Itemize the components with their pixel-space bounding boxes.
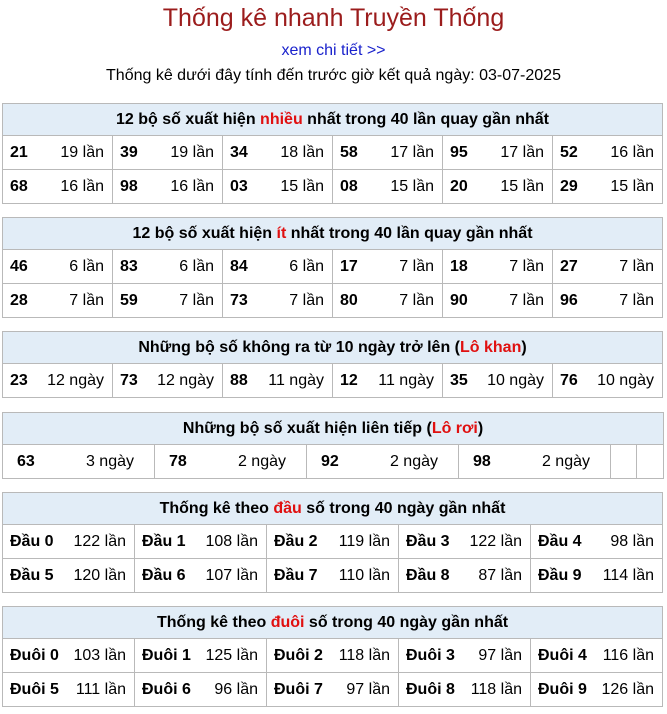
stat-key: 90 — [450, 291, 468, 309]
stat-cell — [399, 559, 531, 593]
stat-cell — [531, 639, 663, 673]
stat-value: 6 lần — [289, 257, 324, 275]
stat-key: 59 — [120, 291, 138, 309]
least-frequent-title: 12 bộ số xuất hiện ít nhất trong 40 lần quay gần nhất — [3, 218, 663, 250]
stat-value: 11 ngày — [378, 371, 434, 389]
stat-value: 7 lần — [69, 291, 104, 309]
stat-value: 98 lần — [610, 532, 654, 550]
stat-key: 52 — [560, 143, 578, 161]
stat-value: 17 lần — [390, 143, 434, 161]
lo-roi-title: Những bộ số xuất hiện liên tiếp (Lô rơi) — [3, 413, 664, 445]
stat-value: 15 lần — [610, 177, 654, 195]
stat-cell — [443, 284, 553, 318]
dau-stats-title: Thống kê theo đầu số trong 40 ngày gần nhất — [3, 493, 663, 525]
stat-value: 111 lần — [75, 680, 126, 698]
stat-cell — [399, 639, 531, 673]
stat-key: Đầu 1 — [142, 532, 186, 550]
stat-value: 7 lần — [179, 291, 214, 309]
table-row — [3, 673, 663, 707]
stat-cell — [113, 250, 223, 284]
stat-value: 15 lần — [280, 177, 324, 195]
stat-cell — [3, 284, 113, 318]
stat-value: 118 lần — [470, 680, 522, 698]
stat-value: 97 lần — [346, 680, 390, 698]
stat-cell — [135, 559, 267, 593]
stat-key: Đuôi 9 — [538, 680, 587, 698]
table-row — [3, 170, 663, 204]
stat-value: 122 lần — [73, 532, 126, 550]
stat-value: 7 lần — [619, 291, 654, 309]
stat-cell — [3, 445, 155, 479]
stat-key: 88 — [230, 371, 248, 389]
lo-khan-title: Những bộ số không ra từ 10 ngày trở lên (Lô khan) — [3, 332, 663, 364]
stat-key: 35 — [450, 371, 468, 389]
stat-cell — [553, 250, 663, 284]
stat-cell — [333, 250, 443, 284]
stat-value: 87 lần — [478, 566, 522, 584]
stat-cell — [267, 525, 399, 559]
stat-value: 125 lần — [205, 646, 258, 664]
most-frequent-title: 12 bộ số xuất hiện nhiều nhất trong 40 lần quay gần nhất — [3, 104, 663, 136]
stat-value: 7 lần — [509, 257, 544, 275]
stat-value: 119 lần — [338, 532, 390, 550]
stat-key: 80 — [340, 291, 358, 309]
stat-value: 2 ngày — [237, 452, 286, 470]
stat-cell — [443, 170, 553, 204]
stat-key: Đuôi 2 — [274, 646, 323, 664]
stat-key: 73 — [120, 371, 138, 389]
stat-cell — [3, 136, 113, 170]
lo-roi-table — [2, 412, 664, 479]
stat-key: 17 — [340, 257, 358, 275]
duoi-stats-table — [2, 606, 663, 707]
stat-key: 46 — [10, 257, 28, 275]
stat-key: Đầu 2 — [274, 532, 318, 550]
stat-value: 6 lần — [179, 257, 214, 275]
stat-cell — [113, 284, 223, 318]
stat-key: 23 — [10, 371, 28, 389]
stat-cell — [3, 525, 135, 559]
stat-key: 08 — [340, 177, 358, 195]
stat-cell — [135, 525, 267, 559]
stat-value: 114 lần — [602, 566, 654, 584]
stat-cell — [3, 559, 135, 593]
stat-cell — [553, 364, 663, 398]
least-frequent-table — [2, 217, 663, 318]
stat-value: 16 lần — [610, 143, 654, 161]
stat-cell — [333, 284, 443, 318]
stat-value: 17 lần — [500, 143, 544, 161]
stat-cell — [223, 250, 333, 284]
stat-key: Đuôi 4 — [538, 646, 587, 664]
stat-cell — [443, 136, 553, 170]
stat-value: 2 ngày — [541, 452, 590, 470]
stat-key: 29 — [560, 177, 578, 195]
stat-value: 2 ngày — [389, 452, 438, 470]
stat-cell — [113, 170, 223, 204]
table-row — [3, 364, 663, 398]
stat-value: 118 lần — [338, 646, 390, 664]
stat-key: 20 — [450, 177, 468, 195]
stat-value: 7 lần — [509, 291, 544, 309]
stat-value: 3 ngày — [85, 452, 134, 470]
stat-value: 7 lần — [619, 257, 654, 275]
stat-cell — [399, 673, 531, 707]
stat-key: Đầu 9 — [538, 566, 582, 584]
stat-key: 63 — [17, 452, 35, 470]
view-details-link[interactable]: xem chi tiết >> — [281, 42, 386, 59]
stat-key: Đầu 5 — [10, 566, 54, 584]
most-frequent-table — [2, 103, 663, 204]
stat-key: 03 — [230, 177, 248, 195]
stat-key: Đầu 3 — [406, 532, 450, 550]
dau-stats-table — [2, 492, 663, 593]
stat-cell — [223, 284, 333, 318]
stat-cell — [135, 673, 267, 707]
stat-value: 12 ngày — [47, 371, 104, 389]
table-row — [3, 559, 663, 593]
stat-value: 97 lần — [478, 646, 522, 664]
stat-key: Đuôi 5 — [10, 680, 59, 698]
stat-value: 103 lần — [73, 646, 126, 664]
lo-khan-table — [2, 331, 663, 398]
stat-cell — [553, 136, 663, 170]
stat-value: 6 lần — [69, 257, 104, 275]
stat-value: 107 lần — [205, 566, 258, 584]
stat-cell — [333, 364, 443, 398]
stat-key: 96 — [560, 291, 578, 309]
stat-cell — [135, 639, 267, 673]
stat-key: Đuôi 6 — [142, 680, 191, 698]
stat-value: 19 lần — [60, 143, 104, 161]
stat-key: 78 — [169, 452, 187, 470]
stat-key: 27 — [560, 257, 578, 275]
stat-cell — [223, 136, 333, 170]
stat-key: Đầu 0 — [10, 532, 54, 550]
stat-cell — [267, 559, 399, 593]
stat-key: 12 — [340, 371, 358, 389]
stat-key: Đuôi 7 — [274, 680, 323, 698]
table-row — [3, 136, 663, 170]
stat-value: 16 lần — [60, 177, 104, 195]
stat-value: 116 lần — [602, 646, 654, 664]
stat-cell — [223, 364, 333, 398]
stat-key: 83 — [120, 257, 138, 275]
stat-key: 58 — [340, 143, 358, 161]
stat-key: 34 — [230, 143, 248, 161]
stat-value: 12 ngày — [157, 371, 214, 389]
page-title: Thống kê nhanh Truyền Thống — [162, 4, 505, 32]
stat-cell — [531, 673, 663, 707]
stat-cell — [267, 673, 399, 707]
stat-value: 108 lần — [205, 532, 258, 550]
stat-key: 84 — [230, 257, 248, 275]
stat-cell — [3, 639, 135, 673]
stat-key: Đầu 7 — [274, 566, 318, 584]
stat-value: 10 ngày — [487, 371, 544, 389]
table-row — [3, 639, 663, 673]
stat-cell — [443, 364, 553, 398]
stat-key: 98 — [473, 452, 491, 470]
stat-key: 18 — [450, 257, 468, 275]
stat-value: 7 lần — [399, 291, 434, 309]
stat-cell — [443, 250, 553, 284]
stat-cell — [223, 170, 333, 204]
stat-cell — [307, 445, 459, 479]
table-row — [3, 284, 663, 318]
stat-value: 10 ngày — [597, 371, 654, 389]
stat-key: Đầu 4 — [538, 532, 582, 550]
stat-cell — [459, 445, 611, 479]
stat-value: 15 lần — [500, 177, 544, 195]
stat-key: 76 — [560, 371, 578, 389]
table-row — [3, 525, 663, 559]
table-row — [3, 250, 663, 284]
stat-key: Đầu 8 — [406, 566, 450, 584]
stat-key: Đuôi 1 — [142, 646, 191, 664]
stat-cell — [113, 364, 223, 398]
stat-value: 16 lần — [170, 177, 214, 195]
stat-cell — [155, 445, 307, 479]
stat-cell — [553, 170, 663, 204]
stat-key: 95 — [450, 143, 468, 161]
stat-value: 15 lần — [390, 177, 434, 195]
stat-key: 39 — [120, 143, 138, 161]
stat-cell — [3, 170, 113, 204]
stat-cell — [333, 136, 443, 170]
stat-key: 21 — [10, 143, 28, 161]
stat-value: 96 lần — [214, 680, 258, 698]
stat-key: 92 — [321, 452, 339, 470]
page-subtitle: Thống kê dưới đây tính đến trước giờ kết quả ngày: 03-07-2025 — [106, 67, 561, 84]
stat-value: 110 lần — [338, 566, 390, 584]
stat-key: Đuôi 0 — [10, 646, 59, 664]
stat-value: 7 lần — [399, 257, 434, 275]
stat-key: 73 — [230, 291, 248, 309]
stat-cell — [3, 673, 135, 707]
stat-cell — [3, 364, 113, 398]
stat-value: 18 lần — [280, 143, 324, 161]
stat-key: 68 — [10, 177, 28, 195]
stat-value: 19 lần — [170, 143, 214, 161]
stat-cell — [3, 250, 113, 284]
stat-cell — [553, 284, 663, 318]
stat-cell — [399, 525, 531, 559]
empty-cell — [611, 445, 637, 479]
table-row — [3, 445, 664, 479]
stat-cell — [113, 136, 223, 170]
stat-key: Đuôi 3 — [406, 646, 455, 664]
stat-value: 11 ngày — [268, 371, 324, 389]
empty-cell — [637, 445, 664, 479]
stat-key: Đuôi 8 — [406, 680, 455, 698]
stat-cell — [267, 639, 399, 673]
stat-value: 126 lần — [601, 680, 654, 698]
stat-key: 28 — [10, 291, 28, 309]
stat-value: 122 lần — [469, 532, 522, 550]
stat-value: 120 lần — [73, 566, 126, 584]
stat-key: 98 — [120, 177, 138, 195]
stat-cell — [531, 559, 663, 593]
stat-cell — [333, 170, 443, 204]
stat-key: Đầu 6 — [142, 566, 186, 584]
duoi-stats-title: Thống kê theo đuôi số trong 40 ngày gần nhất — [3, 607, 663, 639]
stat-cell — [531, 525, 663, 559]
stat-value: 7 lần — [289, 291, 324, 309]
